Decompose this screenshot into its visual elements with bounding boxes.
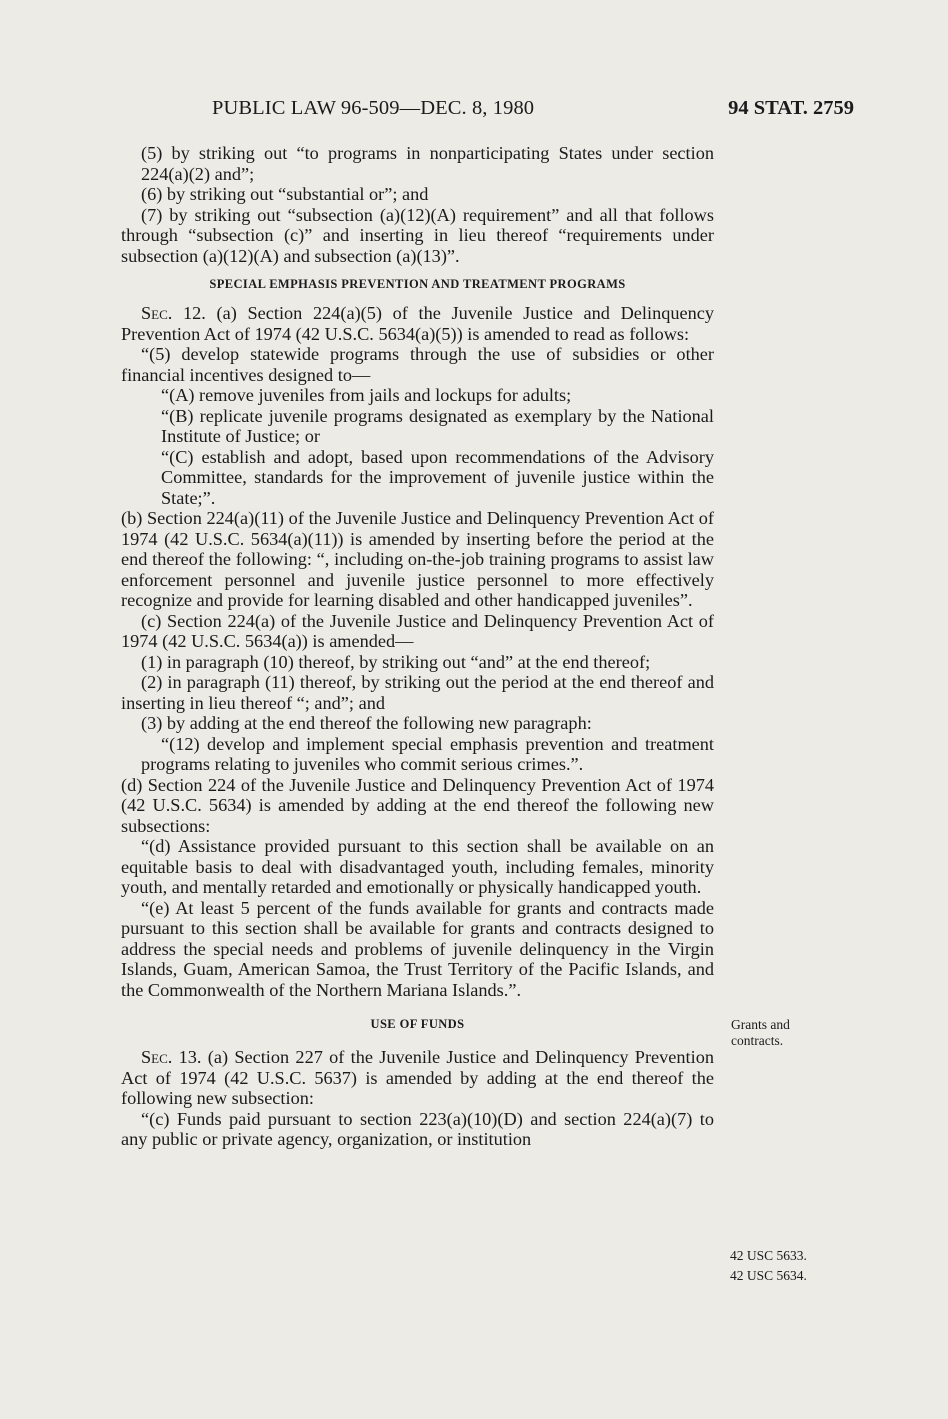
section-heading-use-of-funds: USE OF FUNDS (370, 1017, 465, 1031)
section-lead: Sec. (141, 303, 173, 323)
quoted-subparagraph-c: “(C) establish and adopt, based upon recommendations of the Advisory Committee, standards for the improvement of juvenile justice within the State;”. (161, 446, 714, 508)
section-12-c-1: (1) in paragraph (10) thereof, by striking out “and” at the end thereof; (141, 651, 651, 672)
quoted-subsection-e: “(e) At least 5 percent of the funds available for grants and contracts made pursuant to this section shall be available for grants and contracts designed to address the special needs and problems of juvenile delinquency in the Virgin Islands, Guam, American Samoa, the Trust Territory of the Pacific Islands, and the Commonwealth of the Northern Mariana Islands.”. (121, 897, 714, 1000)
quoted-subsection-d: “(d) Assistance provided pursuant to this section shall be available on an equitable basis to deal with disadvantaged youth, including females, minority youth, and mentally retarded and emotionally or physically handicapped youth. (121, 836, 714, 897)
paragraph-7: (7) by striking out “subsection (a)(12)(A) requirement” and all that follows through “subsection (c)” and inserting in lieu thereof “requirements under subsection (a)(12)(A) and subsection (a)(13)”. (121, 204, 714, 266)
quoted-subsection-c: “(c) Funds paid pursuant to section 223(a)(10)(D) and section 224(a)(7) to any public or private agency, organization, or institution (121, 1108, 714, 1149)
section-heading-special-emphasis: SPECIAL EMPHASIS PREVENTION AND TREATMENT PROGRAMS (209, 277, 626, 291)
section-12-c-3: (3) by adding at the end thereof the following new paragraph: (141, 713, 592, 733)
quoted-subparagraph-a: “(A) remove juveniles from jails and lockups for adults; (161, 385, 572, 405)
quoted-paragraph-5: “(5) develop statewide programs through the use of subsidies or other financial incentives designed to— (121, 344, 714, 385)
paragraph-5: (5) by striking out “to programs in nonparticipating States under section 224(a)(2) and”; (141, 143, 714, 184)
section-12-b: (b) Section 224(a)(11) of the Juvenile Justice and Delinquency Prevention Act of 1974 (42 U.S.C. 5634(a)(11)) is amended by inserting before the period at the end thereof the following: “, including on-the-job training programs to assist law enforcement personnel and juvenile justice personnel to more effectively recognize and provide for learning disabled and other handicapped juveniles”. (121, 508, 714, 610)
section-12-a-text: 12. (a) Section 224(a)(5) of the Juvenile Justice and Delinquency Prevention Act of 1974 (42 U.S.C. 5634(a)(5)) is amended to read as follows: (121, 303, 714, 344)
section-13-a (121, 1047, 714, 1109)
margin-note-usc-5633: 42 USC 5633. (730, 1248, 807, 1263)
section-12-c-2: (2) in paragraph (11) thereof, by striking out the period at the end thereof and inserting in lieu thereof “; and”; and (121, 672, 714, 713)
document-body (121, 143, 714, 1150)
section-12-d: (d) Section 224 of the Juvenile Justice and Delinquency Prevention Act of 1974 (42 U.S.C. 5634) is amended by adding at the end thereof the following new subsections: (121, 774, 714, 836)
header-stat-citation: 94 STAT. 2759 (728, 97, 854, 119)
section-13-a-text: 13. (a) Section 227 of the Juvenile Justice and Delinquency Prevention Act of 1974 (42 U.S.C. 5637) is amended by adding at the end thereof the following new subsection: (121, 1047, 714, 1108)
page-header (212, 97, 854, 127)
margin-note-usc-5634: 42 USC 5634. (730, 1268, 807, 1283)
margin-note-grants-contracts: Grants and contracts. (731, 1017, 790, 1048)
section-12-a (121, 303, 714, 344)
paragraph-6: (6) by striking out “substantial or”; and (141, 184, 429, 204)
section-12-c: (c) Section 224(a) of the Juvenile Justice and Delinquency Prevention Act of 1974 (42 U.S.C. 5634(a)) is amended— (121, 610, 714, 651)
quoted-paragraph-12: “(12) develop and implement special emphasis prevention and treatment programs relating to juveniles who commit serious crimes.”. (141, 733, 714, 774)
header-title: PUBLIC LAW 96-509—DEC. 8, 1980 (212, 97, 535, 119)
section-lead: Sec. (141, 1047, 173, 1067)
quoted-subparagraph-b: “(B) replicate juvenile programs designated as exemplary by the National Institute of Justice; or (161, 405, 714, 446)
